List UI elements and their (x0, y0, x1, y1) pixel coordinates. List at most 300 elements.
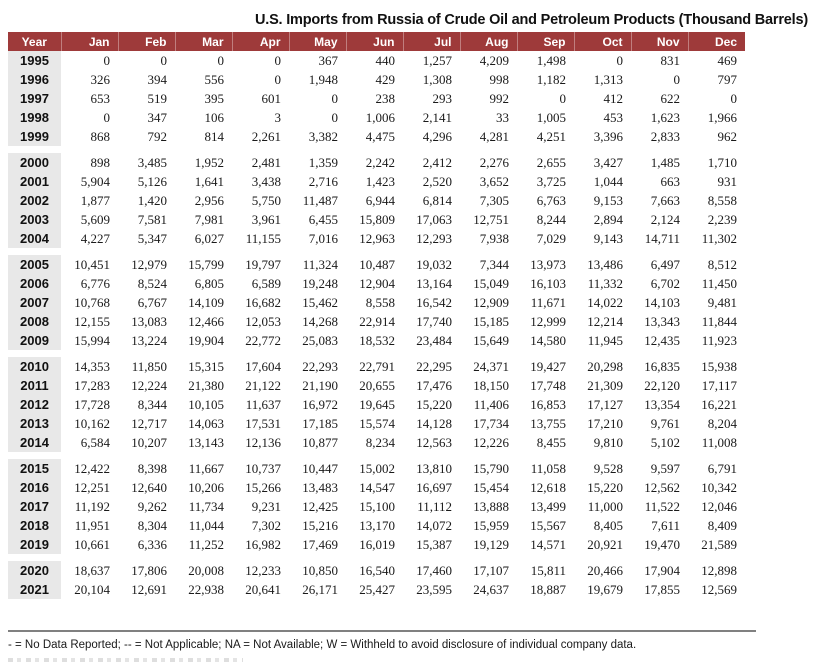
year-cell: 1997 (8, 89, 61, 108)
column-header-feb: Feb (118, 32, 175, 51)
data-cell: 4,281 (479, 129, 509, 144)
data-cell: 0 (730, 91, 737, 106)
data-cell: 10,737 (245, 461, 281, 476)
table-row-1997 (8, 89, 745, 108)
data-cell: 16,982 (245, 537, 281, 552)
data-cell: 16,540 (359, 563, 395, 578)
data-cell: 21,589 (701, 537, 737, 552)
data-cell: 22,120 (644, 378, 680, 393)
table-header (8, 32, 745, 51)
data-cell: 12,425 (302, 499, 338, 514)
data-cell: 24,371 (473, 359, 509, 374)
data-cell: 13,483 (302, 480, 338, 495)
year-cell: 2006 (8, 274, 61, 293)
data-cell: 8,558 (707, 193, 737, 208)
data-cell: 12,293 (416, 231, 452, 246)
data-cell: 653 (90, 91, 110, 106)
data-cell: 13,170 (359, 518, 395, 533)
data-cell: 4,251 (536, 129, 566, 144)
data-cell: 12,466 (188, 314, 224, 329)
data-cell: 16,697 (416, 480, 452, 495)
data-cell: 19,470 (644, 537, 680, 552)
table-row-2018 (8, 516, 745, 535)
data-cell: 1,257 (422, 53, 452, 68)
data-cell: 6,027 (194, 231, 224, 246)
data-cell: 8,234 (365, 435, 395, 450)
data-cell: 13,143 (188, 435, 224, 450)
data-cell: 22,914 (359, 314, 395, 329)
data-cell: 8,244 (536, 212, 566, 227)
data-cell: 19,032 (416, 257, 452, 272)
year-cell: 1998 (8, 108, 61, 127)
group-gap-cell (8, 350, 745, 357)
data-cell: 12,563 (416, 435, 452, 450)
data-cell: 12,569 (701, 582, 737, 597)
data-cell: 11,844 (701, 314, 737, 329)
year-cell: 2015 (8, 459, 61, 478)
data-cell: 25,083 (302, 333, 338, 348)
data-cell: 1,877 (80, 193, 110, 208)
data-cell: 1,498 (536, 53, 566, 68)
data-cell: 2,124 (650, 212, 680, 227)
data-cell: 16,221 (701, 397, 737, 412)
data-cell: 469 (717, 53, 737, 68)
table-row-2003 (8, 210, 745, 229)
year-cell: 2017 (8, 497, 61, 516)
data-cell: 1,948 (308, 72, 338, 87)
table-row-2008 (8, 312, 745, 331)
data-cell: 16,103 (530, 276, 566, 291)
data-cell: 5,102 (650, 435, 680, 450)
data-cell: 5,750 (251, 193, 281, 208)
data-cell: 11,000 (587, 499, 623, 514)
data-cell: 13,499 (530, 499, 566, 514)
table-row-2013 (8, 414, 745, 433)
data-cell: 7,302 (251, 518, 281, 533)
data-cell: 10,207 (131, 435, 167, 450)
data-cell: 326 (90, 72, 110, 87)
data-cell: 1,623 (650, 110, 680, 125)
data-cell: 412 (603, 91, 623, 106)
data-cell: 394 (147, 72, 167, 87)
group-gap-cell (8, 146, 745, 153)
data-cell: 11,252 (188, 537, 224, 552)
data-cell: 12,904 (359, 276, 395, 291)
data-cell: 13,810 (416, 461, 452, 476)
data-cell: 15,959 (473, 518, 509, 533)
data-cell: 24,637 (473, 582, 509, 597)
data-cell: 898 (90, 155, 110, 170)
column-header-may: May (289, 32, 346, 51)
data-cell: 2,239 (707, 212, 737, 227)
imports-table (8, 32, 745, 599)
data-cell: 11,734 (188, 499, 224, 514)
data-cell: 6,455 (308, 212, 338, 227)
data-cell: 10,451 (74, 257, 110, 272)
table-row-2016 (8, 478, 745, 497)
page-title: U.S. Imports from Russia of Crude Oil and Petroleum Products (Thousand Barrels) (254, 12, 808, 28)
data-cell: 2,481 (251, 155, 281, 170)
data-cell: 2,520 (422, 174, 452, 189)
data-cell: 1,308 (422, 72, 452, 87)
data-cell: 6,814 (422, 193, 452, 208)
data-cell: 15,994 (74, 333, 110, 348)
data-cell: 15,002 (359, 461, 395, 476)
data-cell: 12,691 (131, 582, 167, 597)
year-cell: 2013 (8, 414, 61, 433)
data-cell: 15,100 (359, 499, 395, 514)
data-cell: 962 (717, 129, 737, 144)
column-header-nov: Nov (631, 32, 688, 51)
data-cell: 17,604 (245, 359, 281, 374)
data-cell: 11,044 (188, 518, 224, 533)
data-cell: 13,888 (473, 499, 509, 514)
data-cell: 7,611 (651, 518, 680, 533)
footnote-text: - = No Data Reported; -- = Not Applicable; NA = Not Available; W = Withheld to avoid disclosure of individual company data. (8, 639, 637, 651)
table-row-2020 (8, 561, 745, 580)
data-cell: 395 (204, 91, 224, 106)
data-cell: 11,923 (701, 333, 737, 348)
data-cell: 19,248 (302, 276, 338, 291)
data-cell: 15,799 (188, 257, 224, 272)
data-cell: 17,748 (530, 378, 566, 393)
data-cell: 1,420 (137, 193, 167, 208)
data-cell: 519 (147, 91, 167, 106)
data-cell: 21,122 (245, 378, 281, 393)
data-cell: 13,354 (644, 397, 680, 412)
year-cell: 2009 (8, 331, 61, 350)
table-row-2015 (8, 459, 745, 478)
data-cell: 5,347 (137, 231, 167, 246)
year-cell: 2018 (8, 516, 61, 535)
data-cell: 17,728 (74, 397, 110, 412)
data-cell: 238 (375, 91, 395, 106)
table-row-2001 (8, 172, 745, 191)
data-cell: 13,343 (644, 314, 680, 329)
data-cell: 14,571 (530, 537, 566, 552)
data-cell: 11,487 (302, 193, 338, 208)
data-cell: 14,072 (416, 518, 452, 533)
data-cell: 931 (717, 174, 737, 189)
data-cell: 7,581 (137, 212, 167, 227)
data-cell: 10,105 (188, 397, 224, 412)
column-header-jun: Jun (346, 32, 403, 51)
data-cell: 556 (204, 72, 224, 87)
year-cell: 2003 (8, 210, 61, 229)
data-cell: 1,044 (593, 174, 623, 189)
data-cell: 14,103 (644, 295, 680, 310)
data-cell: 19,797 (245, 257, 281, 272)
data-cell: 0 (673, 72, 680, 87)
data-cell: 992 (489, 91, 509, 106)
year-cell: 2008 (8, 312, 61, 331)
data-cell: 9,262 (137, 499, 167, 514)
data-cell: 12,226 (473, 435, 509, 450)
data-cell: 792 (147, 129, 167, 144)
data-cell: 19,645 (359, 397, 395, 412)
data-cell: 4,475 (365, 129, 395, 144)
table-row-2004 (8, 229, 745, 248)
table-row-2017 (8, 497, 745, 516)
data-cell: 1,005 (536, 110, 566, 125)
data-cell: 7,663 (650, 193, 680, 208)
data-cell: 3,485 (137, 155, 167, 170)
year-cell: 2020 (8, 561, 61, 580)
data-cell: 12,155 (74, 314, 110, 329)
data-cell: 13,164 (416, 276, 452, 291)
data-cell: 3,382 (308, 129, 338, 144)
table-row-1995 (8, 51, 745, 70)
year-cell: 2021 (8, 580, 61, 599)
data-cell: 12,979 (131, 257, 167, 272)
column-header-mar: Mar (175, 32, 232, 51)
data-cell: 22,772 (245, 333, 281, 348)
data-cell: 16,972 (302, 397, 338, 412)
data-cell: 18,637 (74, 563, 110, 578)
data-cell: 14,063 (188, 416, 224, 431)
data-cell: 429 (375, 72, 395, 87)
data-cell: 14,353 (74, 359, 110, 374)
data-cell: 12,046 (701, 499, 737, 514)
table-row-2006 (8, 274, 745, 293)
data-cell: 8,304 (137, 518, 167, 533)
group-gap-cell (8, 554, 745, 561)
data-cell: 440 (375, 53, 395, 68)
data-cell: 16,019 (359, 537, 395, 552)
data-cell: 11,850 (131, 359, 167, 374)
data-cell: 21,190 (302, 378, 338, 393)
data-cell: 21,309 (587, 378, 623, 393)
column-header-dec: Dec (688, 32, 745, 51)
data-cell: 9,761 (650, 416, 680, 431)
year-cell: 2014 (8, 433, 61, 452)
data-cell: 17,476 (416, 378, 452, 393)
data-cell: 10,447 (302, 461, 338, 476)
data-cell: 9,528 (593, 461, 623, 476)
data-cell: 17,531 (245, 416, 281, 431)
data-cell: 14,128 (416, 416, 452, 431)
data-cell: 9,597 (650, 461, 680, 476)
data-cell: 1,966 (707, 110, 737, 125)
data-cell: 12,224 (131, 378, 167, 393)
year-cell: 2016 (8, 478, 61, 497)
data-cell: 17,283 (74, 378, 110, 393)
data-cell: 17,127 (587, 397, 623, 412)
data-cell: 7,938 (479, 231, 509, 246)
data-cell: 18,887 (530, 582, 566, 597)
data-cell: 15,649 (473, 333, 509, 348)
data-cell: 3 (274, 110, 281, 125)
data-cell: 622 (660, 91, 680, 106)
data-cell: 11,945 (587, 333, 623, 348)
data-cell: 1,641 (194, 174, 224, 189)
column-header-jan: Jan (61, 32, 118, 51)
cutoff-text-remnant (8, 658, 243, 662)
data-cell: 15,809 (359, 212, 395, 227)
data-cell: 8,409 (707, 518, 737, 533)
data-cell: 17,855 (644, 582, 680, 597)
data-cell: 17,210 (587, 416, 623, 431)
data-cell: 15,462 (302, 295, 338, 310)
data-cell: 19,129 (473, 537, 509, 552)
data-cell: 3,396 (593, 129, 623, 144)
table-row-2009 (8, 331, 745, 350)
year-cell: 2011 (8, 376, 61, 395)
data-cell: 12,435 (644, 333, 680, 348)
data-cell: 15,567 (530, 518, 566, 533)
data-cell: 831 (660, 53, 680, 68)
data-cell: 20,641 (245, 582, 281, 597)
data-cell: 0 (331, 91, 338, 106)
data-cell: 3,961 (251, 212, 281, 227)
data-cell: 15,938 (701, 359, 737, 374)
data-cell: 15,574 (359, 416, 395, 431)
data-cell: 17,107 (473, 563, 509, 578)
data-cell: 2,833 (650, 129, 680, 144)
data-cell: 601 (261, 91, 281, 106)
table-row-2010 (8, 357, 745, 376)
year-cell: 2002 (8, 191, 61, 210)
year-cell: 1996 (8, 70, 61, 89)
data-cell: 8,455 (536, 435, 566, 450)
data-cell: 15,454 (473, 480, 509, 495)
data-cell: 9,153 (593, 193, 623, 208)
year-cell: 2004 (8, 229, 61, 248)
data-cell: 17,904 (644, 563, 680, 578)
data-cell: 0 (103, 110, 110, 125)
data-cell: 0 (331, 110, 338, 125)
data-cell: 3,427 (593, 155, 623, 170)
data-cell: 12,898 (701, 563, 737, 578)
data-cell: 453 (603, 110, 623, 125)
data-cell: 8,512 (707, 257, 737, 272)
data-cell: 347 (147, 110, 167, 125)
data-cell: 6,497 (650, 257, 680, 272)
data-cell: 14,022 (587, 295, 623, 310)
data-cell: 11,058 (530, 461, 566, 476)
data-cell: 1,423 (365, 174, 395, 189)
data-cell: 19,679 (587, 582, 623, 597)
data-cell: 21,380 (188, 378, 224, 393)
data-cell: 20,008 (188, 563, 224, 578)
data-cell: 17,469 (302, 537, 338, 552)
data-cell: 10,850 (302, 563, 338, 578)
data-cell: 1,359 (308, 155, 338, 170)
data-cell: 6,702 (650, 276, 680, 291)
year-cell: 1995 (8, 51, 61, 70)
data-cell: 12,136 (245, 435, 281, 450)
year-cell: 2019 (8, 535, 61, 554)
data-cell: 0 (217, 53, 224, 68)
data-cell: 17,063 (416, 212, 452, 227)
data-cell: 8,524 (137, 276, 167, 291)
data-cell: 2,956 (194, 193, 224, 208)
data-cell: 13,486 (587, 257, 623, 272)
data-cell: 13,973 (530, 257, 566, 272)
table-row-2011 (8, 376, 745, 395)
data-cell: 6,805 (194, 276, 224, 291)
group-gap (8, 350, 745, 357)
data-cell: 12,233 (245, 563, 281, 578)
data-cell: 8,405 (593, 518, 623, 533)
data-cell: 6,767 (137, 295, 167, 310)
data-cell: 15,387 (416, 537, 452, 552)
data-cell: 2,242 (365, 155, 395, 170)
data-cell: 5,609 (80, 212, 110, 227)
data-cell: 6,776 (80, 276, 110, 291)
data-cell: 4,209 (479, 53, 509, 68)
data-cell: 22,293 (302, 359, 338, 374)
data-cell: 3,652 (479, 174, 509, 189)
data-cell: 16,682 (245, 295, 281, 310)
data-cell: 3,725 (536, 174, 566, 189)
data-cell: 998 (489, 72, 509, 87)
data-cell: 26,171 (302, 582, 338, 597)
data-cell: 15,266 (245, 480, 281, 495)
data-cell: 1,485 (650, 155, 680, 170)
data-cell: 15,220 (587, 480, 623, 495)
data-cell: 12,909 (473, 295, 509, 310)
data-cell: 2,894 (593, 212, 623, 227)
data-cell: 11,155 (245, 231, 281, 246)
data-cell: 6,584 (80, 435, 110, 450)
data-cell: 13,083 (131, 314, 167, 329)
data-cell: 11,112 (417, 499, 452, 514)
data-cell: 12,422 (74, 461, 110, 476)
data-cell: 5,904 (80, 174, 110, 189)
table-row-2007 (8, 293, 745, 312)
data-cell: 12,963 (359, 231, 395, 246)
data-cell: 10,487 (359, 257, 395, 272)
data-cell: 23,595 (416, 582, 452, 597)
data-cell: 10,877 (302, 435, 338, 450)
data-cell: 663 (660, 174, 680, 189)
data-cell: 2,412 (422, 155, 452, 170)
data-cell: 20,104 (74, 582, 110, 597)
data-cell: 22,295 (416, 359, 452, 374)
data-cell: 11,008 (701, 435, 737, 450)
column-header-apr: Apr (232, 32, 289, 51)
data-cell: 8,204 (707, 416, 737, 431)
data-cell: 13,755 (530, 416, 566, 431)
data-cell: 1,710 (707, 155, 737, 170)
data-cell: 8,558 (365, 295, 395, 310)
year-cell: 1999 (8, 127, 61, 146)
data-cell: 2,141 (422, 110, 452, 125)
data-cell: 0 (160, 53, 167, 68)
data-cell: 17,806 (131, 563, 167, 578)
data-cell: 11,192 (74, 499, 110, 514)
group-gap (8, 452, 745, 459)
data-cell: 12,618 (530, 480, 566, 495)
data-cell: 20,655 (359, 378, 395, 393)
column-header-oct: Oct (574, 32, 631, 51)
data-cell: 15,049 (473, 276, 509, 291)
data-cell: 797 (717, 72, 737, 87)
table-row-2012 (8, 395, 745, 414)
data-cell: 18,150 (473, 378, 509, 393)
data-cell: 19,427 (530, 359, 566, 374)
data-cell: 17,185 (302, 416, 338, 431)
data-cell: 9,810 (593, 435, 623, 450)
data-cell: 15,315 (188, 359, 224, 374)
table-row-2019 (8, 535, 745, 554)
data-cell: 8,398 (137, 461, 167, 476)
data-cell: 3,438 (251, 174, 281, 189)
data-cell: 0 (103, 53, 110, 68)
data-cell: 17,117 (701, 378, 737, 393)
data-cell: 2,655 (536, 155, 566, 170)
